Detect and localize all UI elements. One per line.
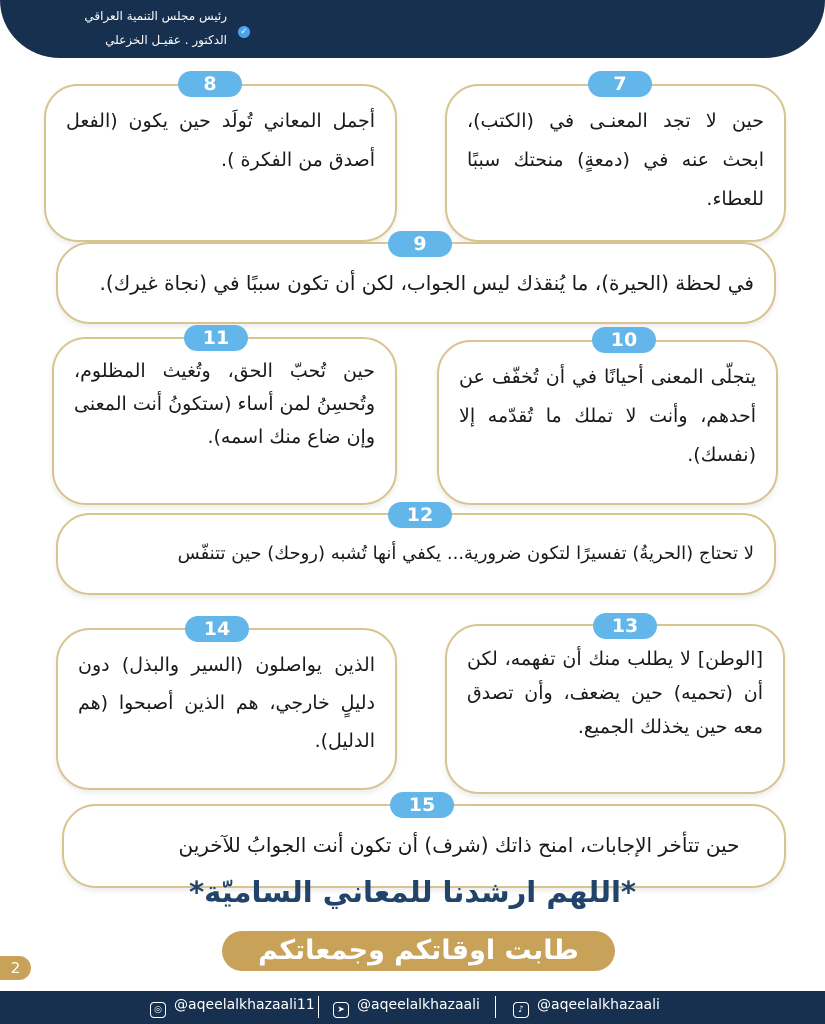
top-banner [0,0,825,58]
telegram-handle[interactable] [333,997,480,1018]
instagram-handle-text: @aqeelalkhazaali11 [174,997,315,1013]
tiktok-handle-text: @aqeelalkhazaali [537,997,660,1013]
card-12 [56,504,776,595]
card-8 [44,73,397,242]
card-text: في لحظة (الحيرة)، ما يُنقذك ليس الجواب، لكن أن تكون سببًا في (نجاة غيرك). [99,271,754,295]
footer-bar [0,991,825,1024]
card-10 [437,329,778,505]
card-number-badge: 10 [592,327,656,353]
greeting-pill: طابت اوقاتكم وجمعاتكم [222,931,615,971]
dua-heading: *اللهم ارشدنا للمعاني الساميّة* [188,875,637,909]
card-number-badge: 11 [184,325,248,351]
card-14 [56,618,397,790]
card-text: حين لا تجد المعنـى في (الكتب)، ابحث عنه في (دمعةٍ) منحتك سببًا للعطاء. [467,110,764,210]
card-number-badge: 13 [593,613,657,639]
card-number-badge: 15 [390,792,454,818]
header-name: الدكتور . عقيـل الخزعلي [105,33,227,47]
telegram-handle-text: @aqeelalkhazaali [357,997,480,1013]
card-text: [الوطن] لا يطلب منك أن تفهمه، لكن أن (تحميه) حين يضعف، وأن تصدق معه حين يخذلك الجميع. [467,648,763,738]
card-11 [52,327,397,505]
card-text: حين تتأخر الإجابات، امنح ذاتك (شرف) أن تكون أنت الجوابُ للآخرين [178,833,740,857]
card-number-badge: 9 [388,231,452,257]
divider [495,996,496,1018]
instagram-handle[interactable] [150,997,315,1018]
divider [318,996,319,1018]
card-13 [445,615,785,794]
page-number: 2 [0,956,31,980]
tiktok-handle[interactable] [513,997,660,1018]
card-text: أجمل المعاني تُولَد حين يكون (الفعل أصدق من الفكرة ). [66,110,375,171]
card-text: يتجلّى المعنى أحيانًا في أن تُخفّف عن أحدهم، وأنت لا تملك ما تُقدّمه إلا (نفسك). [459,366,756,466]
card-text: حين تُحبّ الحق، وتُغيث المظلوم، وتُحسِنُ لمن أساء (ستكونُ أنت المعنى وإن ضاع منك اسمه). [74,360,375,448]
telegram-icon: ➤ [333,1002,349,1018]
verified-badge-icon: ✓ [238,26,250,38]
card-number-badge: 8 [178,71,242,97]
header-title: رئيس مجلس التنمية العراقي [84,9,227,23]
card-9 [56,233,776,324]
card-number-badge: 12 [388,502,452,528]
card-7 [445,73,786,242]
card-text: لا تحتاج (الحريةُ) تفسيرًا لتكون ضرورية... يكفي أنها تُشبه (روحك) حين تتنفّس [177,543,754,564]
card-number-badge: 7 [588,71,652,97]
card-number-badge: 14 [185,616,249,642]
instagram-icon: ◎ [150,1002,166,1018]
card-text: الذين يواصلون (السير والبذل) دون دليلٍ خارجي، هم الذين أصبحوا (هم الدليل). [78,654,375,752]
tiktok-icon: ♪ [513,1002,529,1018]
